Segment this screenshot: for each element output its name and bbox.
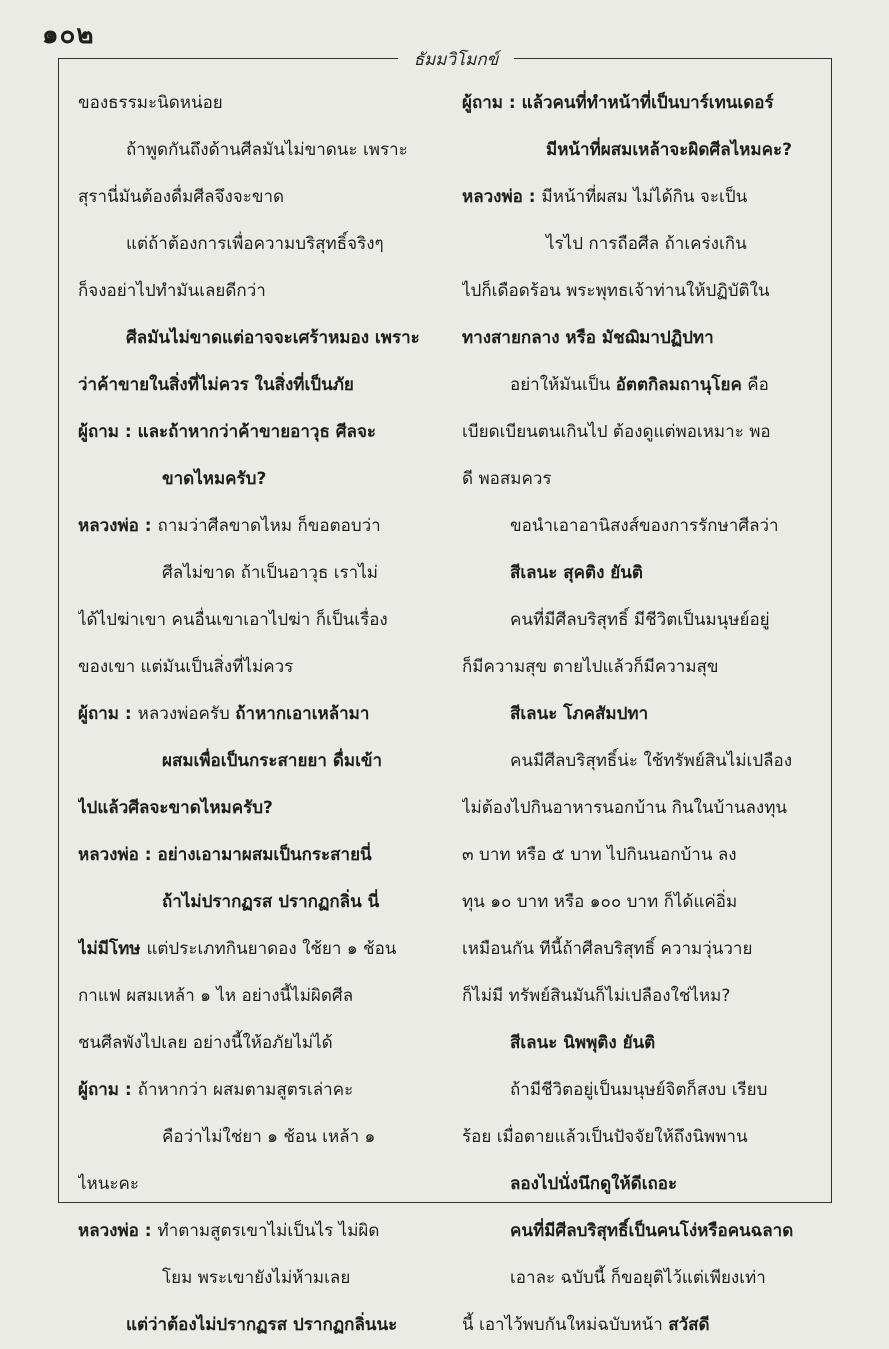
bold-text: ผู้ถาม : [78,704,138,724]
body-text: ทุน ๑๐ บาท หรือ ๑๐๐ บาท ก็ได้แค่อิ่ม [462,892,738,912]
text-line [78,1208,440,1255]
body-text: เหมือนกัน ทีนี้ถ้าศีลบริสุทธิ์ ความวุ่นวาย [462,939,753,959]
bold-text: อัตตกิลมถานุโยค [615,375,742,395]
bold-text: หลวงพ่อ : [462,187,542,207]
bold-text: ถ้าไม่ปรากฏรส ปรากฏกลิ่น นี่ [162,892,380,912]
body-text: สุรานี่มันต้องดื่มศีลจึงจะขาด [78,187,285,207]
text-line [78,503,440,550]
text-line [78,80,440,127]
body-text: เบียดเบียนตนเกินไป ต้องดูแต่พอเหมาะ พอ [462,422,771,442]
body-text: ร้อย เมื่อตายแล้วเป็นปัจจัยให้ถึงนิพพาน [462,1127,748,1147]
text-line [462,926,824,973]
body-text: คือว่าไม่ใช่ยา ๑ ช้อน เหล้า ๑ [162,1127,376,1147]
body-text: ดี พอสมควร [462,469,552,489]
text-line [462,832,824,879]
text-line [462,80,824,127]
body-text: ชนศีลพังไปเลย อย่างนี้ให้อภัยไม่ได้ [78,1033,333,1053]
text-line [78,832,440,879]
body-text: แต่ถ้าต้องการเพื่อความบริสุทธิ์จริงๆ [126,234,384,254]
text-line [78,315,440,362]
body-text: มีหน้าที่ผสม ไม่ได้กิน จะเป็น [541,187,748,207]
body-text: ศีลไม่ขาด ถ้าเป็นอาวุธ เราไม่ [162,563,378,583]
text-line [78,1067,440,1114]
body-text: หลวงพ่อครับ [137,704,236,724]
bold-text: หลวงพ่อ : [78,516,158,536]
bold-text: สีเลนะ โภคสัมปทา [510,704,649,724]
bold-text: ทางสายกลาง หรือ มัชฌิมาปฏิปทา [462,328,714,348]
text-line [462,1255,824,1302]
text-line [462,362,824,409]
text-line [462,1114,824,1161]
body-text: ไปก็เดือดร้อน พระพุทธเจ้าท่านให้ปฏิบัติใน [462,281,770,301]
text-line [462,315,824,362]
body-text: ขอนำเอาอานิสงส์ของการรักษาศีลว่า [510,516,779,536]
text-line [462,879,824,926]
text-line [78,1114,440,1161]
body-text: ของเขา แต่มันเป็นสิ่งที่ไม่ควร [78,657,294,677]
bold-text: ถ้าหากเอาเหล้ามา [235,704,370,724]
body-text: ไหนะคะ [78,1174,140,1194]
bold-text: สีเลนะ สุคติง ยันติ [510,563,643,583]
text-line [462,503,824,550]
text-line [78,456,440,503]
text-line [462,268,824,315]
body-text: ของธรรมะนิดหน่อย [78,93,223,113]
body-text: ไม่ต้องไปกินอาหารนอกบ้าน กินในบ้านลงทุน [462,798,788,818]
text-line [462,456,824,503]
body-text: ก็จงอย่าไปทำมันเลยดีกว่า [78,281,266,301]
page-number: ๑๐๒ [42,20,95,50]
text-line [462,785,824,832]
bold-text: ผู้ถาม : และถ้าหากว่าค้าขายอาวุธ ศีลจะ [78,422,377,442]
text-line [78,409,440,456]
text-line [462,174,824,221]
body-text: คนที่มีศีลบริสุทธิ์ มีชีวิตเป็นมนุษย์อยู่ [510,610,770,630]
text-line [462,127,824,174]
text-line [78,738,440,785]
bold-text: ไม่มีโทษ [78,939,147,959]
text-line [462,597,824,644]
text-line [462,1067,824,1114]
bold-text: ศีลมันไม่ขาดแต่อาจจะเศร้าหมอง เพราะ [126,328,420,348]
left-column [78,80,440,1349]
right-column [462,80,824,1349]
text-line [462,1161,824,1208]
text-line [78,174,440,221]
body-text: ทำตามสูตรเขาไม่เป็นไร ไม่ผิด [157,1221,380,1241]
text-line [78,691,440,738]
bold-text: ลองไปนั่งนึกดูให้ดีเถอะ [510,1174,678,1194]
text-line [78,644,440,691]
body-text: ถามว่าศีลขาดไหม ก็ขอตอบว่า [157,516,381,536]
body-text: ก็มีความสุข ตายไปแล้วก็มีความสุข [462,657,719,677]
text-line [462,1020,824,1067]
bold-text: ผู้ถาม : แล้วคนที่ทำหน้าที่เป็นบาร์เทนเดอร์ [462,93,774,113]
text-line [78,926,440,973]
body-text: นี้ เอาไว้พบกันใหม่ฉบับหน้า [462,1315,669,1335]
text-line [462,1302,824,1349]
text-line [78,597,440,644]
bold-text: สีเลนะ นิพพุติง ยันติ [510,1033,656,1053]
text-line [78,362,440,409]
body-text: เอาละ ฉบับนี้ ก็ขอยุติไว้แต่เพียงเท่า [510,1268,766,1288]
text-line [462,738,824,785]
text-line [462,1208,824,1255]
text-line [78,268,440,315]
bold-text: คนที่มีศีลบริสุทธิ์เป็นคนโง่หรือคนฉลาด [510,1221,794,1241]
body-text: ได้ไปฆ่าเขา คนอื่นเขาเอาไปฆ่า ก็เป็นเรื่อง [78,610,388,630]
text-line [462,691,824,738]
body-text: คนมีศีลบริสุทธิ์น่ะ ใช้ทรัพย์สินไม่เปลือง [510,751,793,771]
bold-text: หลวงพ่อ : อย่างเอามาผสมเป็นกระสายนี่ [78,845,372,865]
text-line [78,127,440,174]
body-text: คือ [741,375,769,395]
body-text: ถ้าพูดกันถึงด้านศีลมันไม่ขาดนะ เพราะ [126,140,408,160]
bold-text: มีหน้าที่ผสมเหล้าจะผิดศีลไหมคะ? [546,140,792,160]
text-line [78,1255,440,1302]
bold-text: ขาดไหมครับ? [162,469,267,489]
body-text: ๓ บาท หรือ ๕ บาท ไปกินนอกบ้าน ลง [462,845,737,865]
bold-text: แต่ว่าต้องไม่ปรากฏรส ปรากฏกลิ่นนะ [126,1315,398,1335]
text-line [78,879,440,926]
body-text: ถ้ามีชีวิตอยู่เป็นมนุษย์จิตก็สงบ เรียบ [510,1080,768,1100]
body-text: อย่าให้มันเป็น [510,375,616,395]
body-text: ถ้าหากว่า ผสมตามสูตรเล่าคะ [137,1080,354,1100]
text-line [78,1161,440,1208]
text-line [78,785,440,832]
body-text: ไรไป การถือศีล ถ้าเคร่งเกิน [546,234,747,254]
body-text: แต่ประเภทกินยาดอง ใช้ยา ๑ ช้อน [146,939,397,959]
journal-title: ธัมมวิโมกข์ [413,50,499,70]
bold-text: ว่าค้าขายในสิ่งที่ไม่ควร ในสิ่งที่เป็นภัย [78,375,354,395]
text-line [462,550,824,597]
body-text: ก็ไม่มี ทรัพย์สินมันก็ไม่เปลืองใช่ไหม? [462,986,731,1006]
bold-text: ไปแล้วศีลจะขาดไหมครับ? [78,798,273,818]
text-line [78,550,440,597]
body-text: โยม พระเขายังไม่ห้ามเลย [162,1268,351,1288]
text-line [78,973,440,1020]
text-line [78,1302,440,1349]
bold-text: ผู้ถาม : [78,1080,138,1100]
text-line [462,973,824,1020]
text-line [78,221,440,268]
text-line [462,409,824,456]
text-line [462,221,824,268]
text-line [78,1020,440,1067]
bold-text: ผสมเพื่อเป็นกระสายยา ดื่มเข้า [162,751,383,771]
text-line [462,644,824,691]
bold-text: หลวงพ่อ : [78,1221,158,1241]
body-text: กาแฟ ผสมเหล้า ๑ ไห อย่างนี้ไม่ผิดศีล [78,986,354,1006]
bold-text: สวัสดี [668,1315,710,1335]
